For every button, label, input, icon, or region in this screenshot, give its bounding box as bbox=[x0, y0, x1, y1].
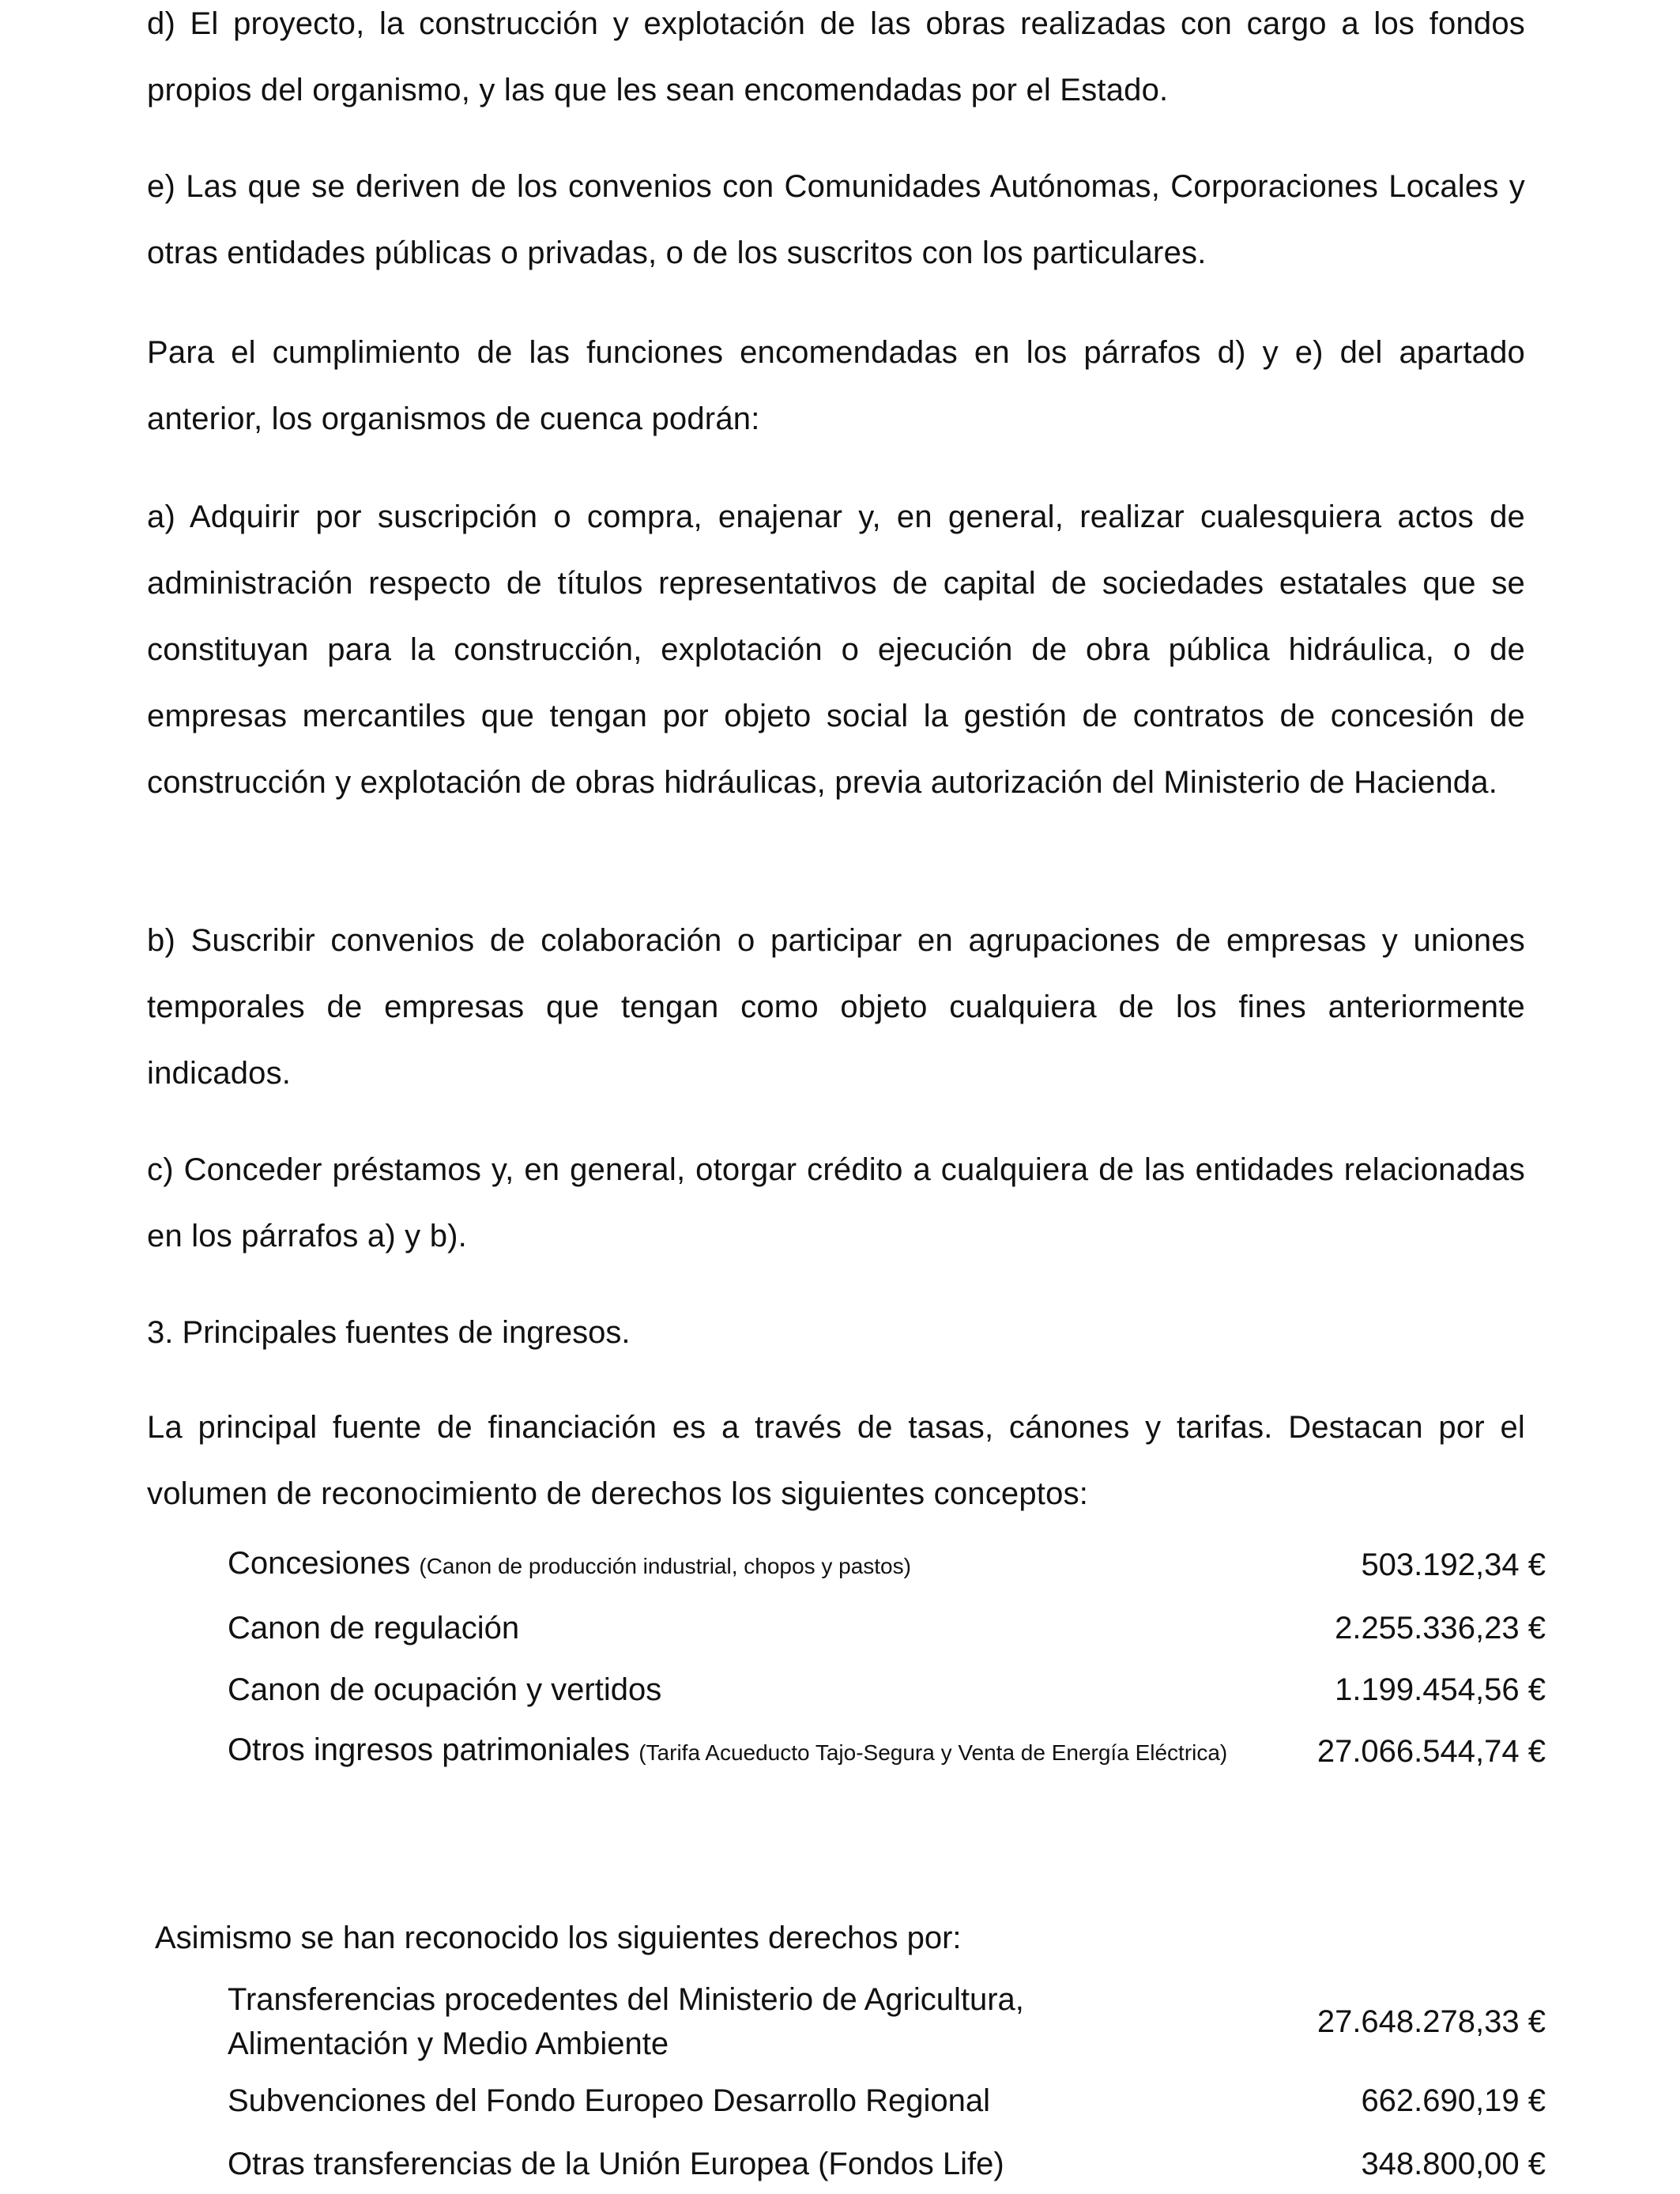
rights-label: Transferencias procedentes del Ministerio de Agricultura, Alimentación y Medio Ambiente bbox=[228, 1982, 1024, 2061]
paragraph-e: e) Las que se deriven de los convenios con Comunidades Autónomas, Corporaciones Locales y otras entidades públicas o privadas, o de los suscritos con los particulares. bbox=[147, 169, 1525, 270]
rights-row bbox=[228, 2142, 1546, 2186]
income-amount: 27.066.544,74 € bbox=[1317, 1733, 1546, 1769]
income-row bbox=[228, 1606, 1546, 1650]
rights-amount: 662.690,19 € bbox=[1361, 2083, 1546, 2118]
rights-intro: Asimismo se han reconocido los siguientes derechos por: bbox=[155, 1921, 962, 1955]
paragraph-funding-intro: La principal fuente de financiación es a través de tasas, cánones y tarifas. Destacan por el volumen de reconocimiento de derechos los siguientes conceptos: bbox=[147, 1410, 1525, 1511]
income-row bbox=[228, 1668, 1546, 1712]
rights-amount: 348.800,00 € bbox=[1361, 2146, 1546, 2181]
paragraph-b: b) Suscribir convenios de colaboración o participar en agrupaciones de empresas y uniones temporales de empresas que tengan como objeto cualquiera de los fines anteriormente indicados. bbox=[147, 923, 1525, 1091]
income-row bbox=[228, 1543, 1546, 1587]
rights-label: Otras transferencias de la Unión Europea (Fondos Life) bbox=[228, 2147, 1004, 2181]
rights-row bbox=[228, 1977, 1546, 2066]
rights-amount: 27.648.278,33 € bbox=[1317, 2004, 1546, 2039]
income-label: Canon de regulación bbox=[228, 1611, 520, 1646]
paragraph-functions-intro: Para el cumplimiento de las funciones encomendadas en los párrafos d) y e) del apartado anterior, los organismos de cuenca podrán: bbox=[147, 335, 1525, 436]
income-label: Canon de ocupación y vertidos bbox=[228, 1672, 662, 1707]
paragraph-a: a) Adquirir por suscripción o compra, enajenar y, en general, realizar cualesquiera actos de administración respecto de títulos representativos de capital de sociedades estatales que se constituyan para la construcción, explotación o ejecución de obra pública hidráulica, o de empresas mercantiles que tengan por objeto social la gestión de contratos de concesión de construcción y explotación de obras hidráulicas, previa autorización del Ministerio de Hacienda. bbox=[147, 499, 1525, 800]
income-note: (Tarifa Acueducto Tajo-Segura y Venta de Energía Eléctrica) bbox=[638, 1740, 1228, 1765]
income-row bbox=[228, 1729, 1546, 1774]
income-amount: 2.255.336,23 € bbox=[1335, 1610, 1546, 1646]
income-label: Concesiones bbox=[228, 1546, 411, 1581]
paragraph-c: c) Conceder préstamos y, en general, otorgar crédito a cualquiera de las entidades relacionadas en los párrafos a) y b). bbox=[147, 1152, 1525, 1253]
rights-row bbox=[228, 2079, 1546, 2123]
income-amount: 1.199.454,56 € bbox=[1335, 1672, 1546, 1707]
income-label: Otros ingresos patrimoniales bbox=[228, 1732, 631, 1767]
income-amount: 503.192,34 € bbox=[1361, 1547, 1546, 1582]
income-note: (Canon de producción industrial, chopos y pastos) bbox=[419, 1554, 911, 1578]
rights-label: Subvenciones del Fondo Europeo Desarrollo Regional bbox=[228, 2083, 991, 2118]
section-heading-3: 3. Principales fuentes de ingresos. bbox=[147, 1315, 631, 1350]
paragraph-d: d) El proyecto, la construcción y explotación de las obras realizadas con cargo a los fondos propios del organismo, y las que les sean encomendadas por el Estado. bbox=[147, 6, 1525, 107]
